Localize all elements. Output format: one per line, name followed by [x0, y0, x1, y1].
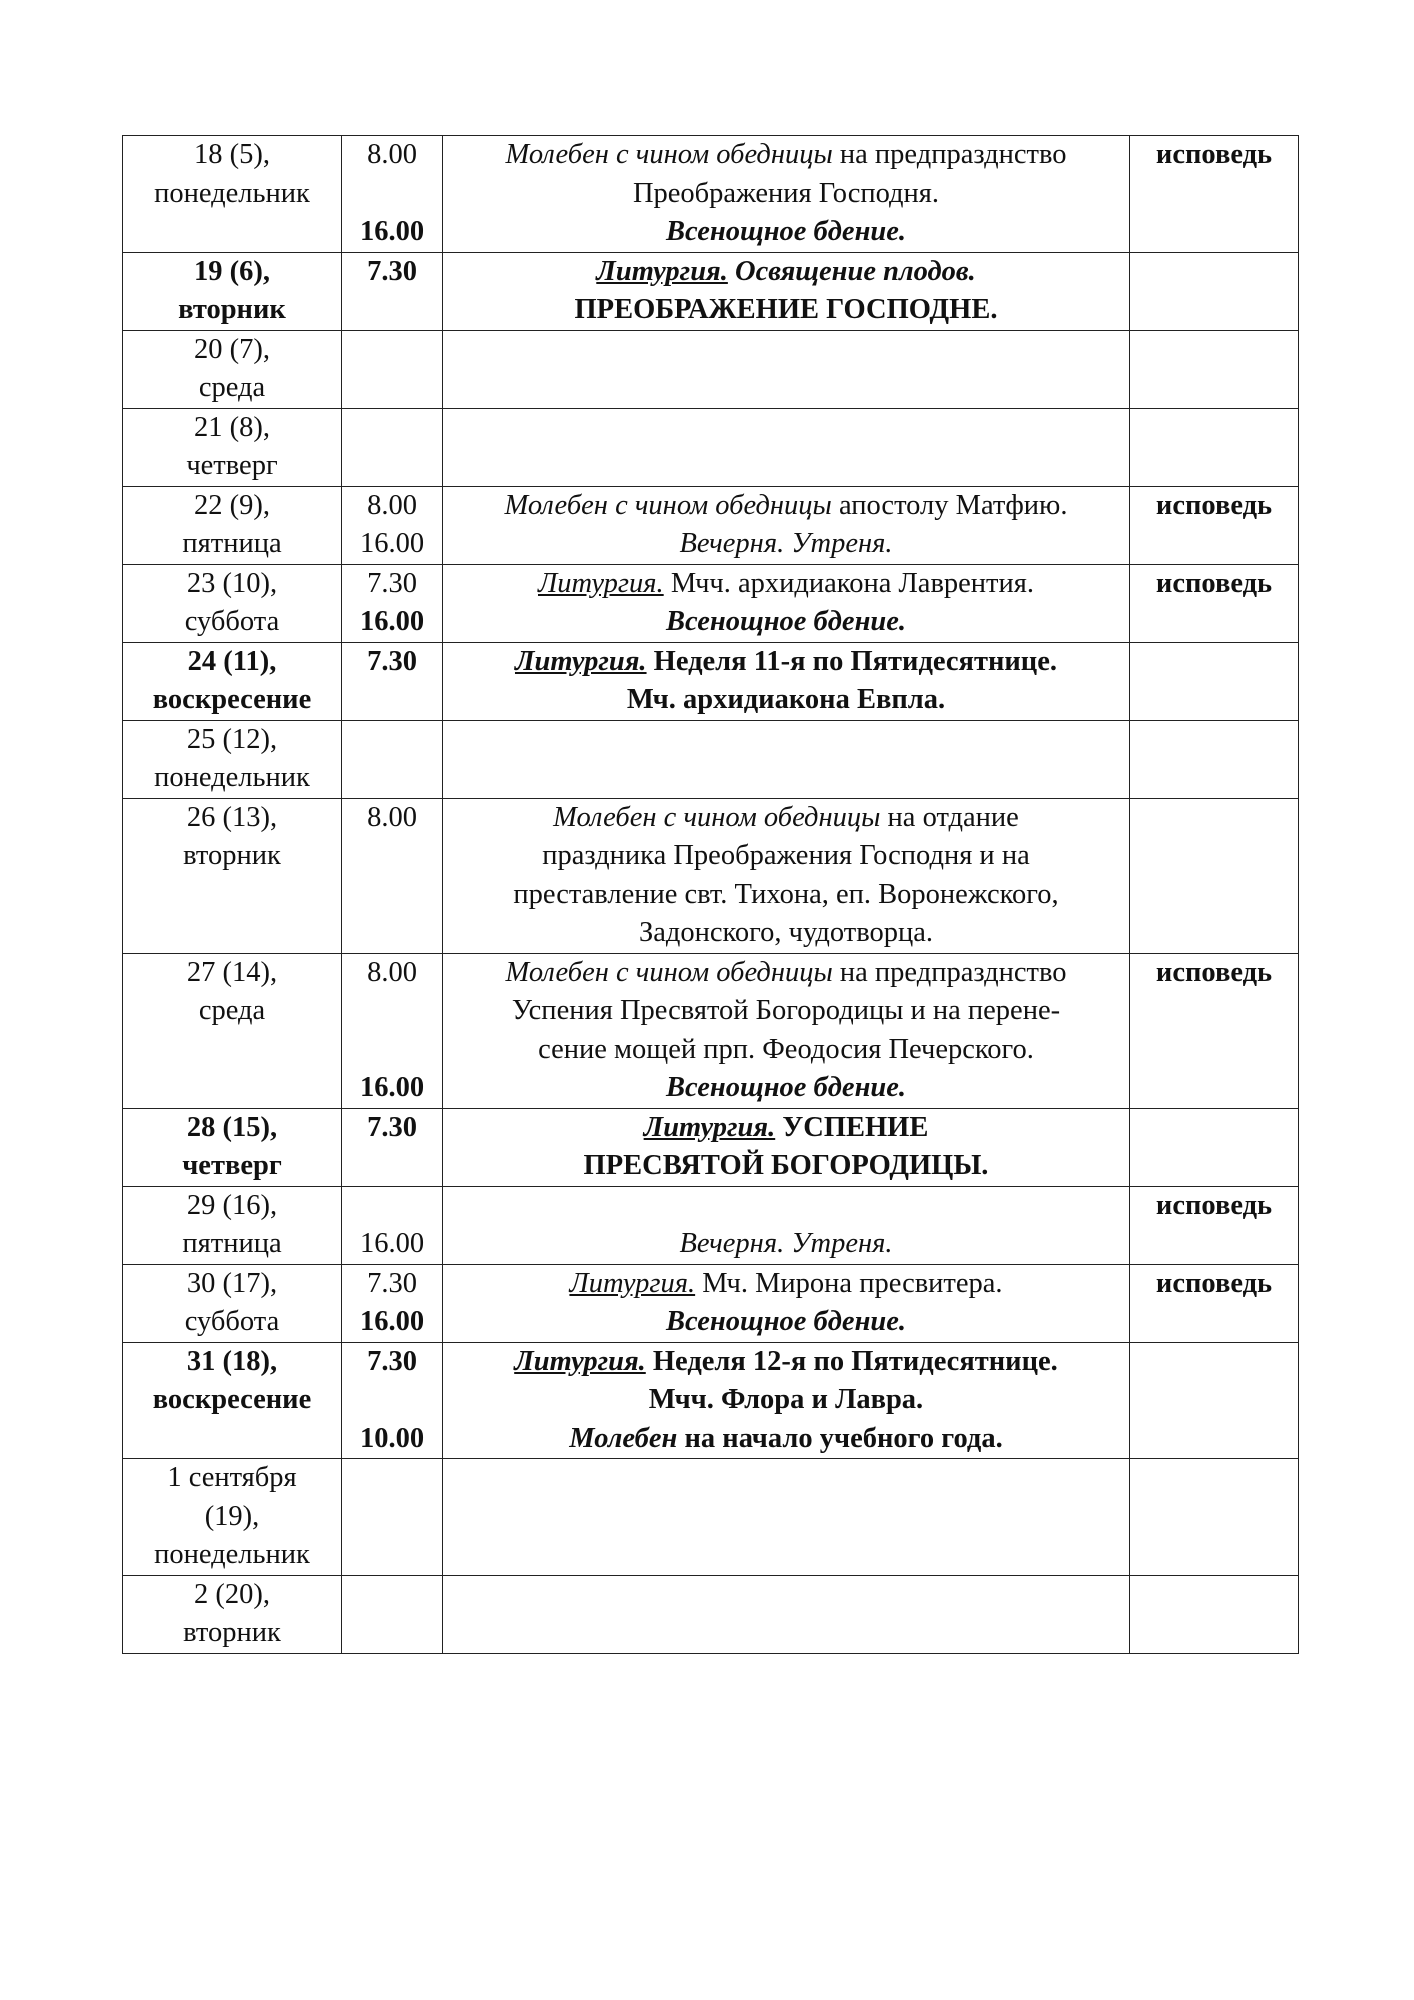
service-text: Неделя 12-я по Пятидесятнице.: [645, 1345, 1058, 1377]
service-text: ПРЕОБРАЖЕНИЕ ГОСПОДНЕ.: [574, 294, 998, 325]
day-date: 19 (6),: [194, 255, 270, 287]
service-text: Всенощное бдение.: [665, 1306, 907, 1337]
service-line: [449, 681, 1123, 720]
day-date: 26 (13),: [186, 801, 278, 833]
service-cell: [443, 136, 1130, 253]
service-time: 8.00: [367, 956, 417, 988]
service-line: [449, 954, 1123, 993]
service-cell: [443, 252, 1130, 330]
service-text: сение мощей прп. Феодосия Печерского.: [538, 1033, 1034, 1065]
service-line: [449, 525, 1123, 564]
confession-cell: [1130, 798, 1299, 953]
confession-cell: [1130, 564, 1299, 642]
day-cell: [123, 1342, 342, 1459]
service-time: 10.00: [359, 1422, 425, 1454]
service-text: апостолу Матфию.: [831, 489, 1068, 521]
time-cell: [342, 1342, 443, 1459]
day-cell: [123, 486, 342, 564]
service-text: Молебен с чином обедницы: [504, 489, 832, 521]
day-weekday: вторник: [183, 840, 281, 871]
service-text: преставление свт. Тихона, еп. Воронежского,: [513, 878, 1059, 910]
service-line: [449, 291, 1123, 330]
schedule-row: [123, 1264, 1299, 1342]
day-weekday: понедельник: [154, 177, 310, 209]
service-cell: [443, 408, 1130, 486]
service-time: 7.30: [367, 645, 417, 677]
schedule-row: [123, 1186, 1299, 1264]
service-text: Мч. Мирона пресвитера.: [695, 1267, 1003, 1299]
service-text: ПРЕСВЯТОЙ БОГОРОДИЦЫ.: [583, 1150, 989, 1181]
service-time: 16.00: [359, 1306, 425, 1337]
time-cell: [342, 953, 443, 1108]
time-cell: [342, 330, 443, 408]
service-line: [449, 1225, 1123, 1264]
time-cell: [342, 1459, 443, 1576]
confession-cell: [1130, 1108, 1299, 1186]
day-date: 31 (18),: [186, 1345, 278, 1377]
confession-cell: [1130, 136, 1299, 253]
confession-label: исповедь: [1155, 956, 1273, 988]
day-weekday: пятница: [182, 1228, 282, 1259]
service-text: Вечерня. Утреня.: [679, 528, 893, 559]
day-date: 22 (9),: [194, 489, 270, 521]
service-text: Литургия.: [569, 1267, 696, 1299]
service-time: 16.00: [359, 528, 425, 559]
day-date: 24 (11),: [187, 645, 277, 677]
time-cell: [342, 1264, 443, 1342]
day-weekday: четверг: [186, 450, 278, 481]
day-cell: [123, 1264, 342, 1342]
day-cell: [123, 564, 342, 642]
day-weekday: воскресение: [152, 1384, 312, 1415]
confession-cell: [1130, 1575, 1299, 1653]
service-text: Всенощное бдение.: [665, 1072, 907, 1103]
service-text: Успения Пресвятой Богородицы и на перене-: [511, 995, 1061, 1026]
day-weekday: понедельник: [154, 1539, 310, 1570]
schedule-row: [123, 486, 1299, 564]
day-cell: [123, 798, 342, 953]
time-cell: [342, 408, 443, 486]
day-cell: [123, 1459, 342, 1576]
service-time: 7.30: [367, 1345, 417, 1377]
service-line: [449, 487, 1123, 526]
service-text: на отдание: [880, 801, 1019, 833]
confession-cell: [1130, 720, 1299, 798]
day-weekday: пятница: [182, 528, 282, 559]
service-line: [449, 565, 1123, 604]
service-time: 7.30: [367, 1111, 417, 1143]
time-cell: [342, 720, 443, 798]
service-line: [449, 175, 1123, 214]
time-cell: [342, 798, 443, 953]
schedule-row: [123, 642, 1299, 720]
service-cell: [443, 953, 1130, 1108]
schedule-row: [123, 330, 1299, 408]
day-weekday: среда: [198, 372, 266, 403]
schedule-row: [123, 564, 1299, 642]
day-date: 30 (17),: [186, 1267, 278, 1299]
service-text: Задонского, чудотворца.: [638, 917, 934, 948]
confession-label: исповедь: [1155, 567, 1273, 599]
day-date: 23 (10),: [186, 567, 278, 599]
time-cell: [342, 136, 443, 253]
service-text: Литургия.: [643, 1111, 776, 1143]
service-line: [449, 1187, 1123, 1226]
confession-cell: [1130, 252, 1299, 330]
service-cell: [443, 564, 1130, 642]
service-line: [449, 1069, 1123, 1108]
service-text: Мч. архидиакона Евпла.: [626, 684, 946, 715]
service-text: Литургия.: [514, 1345, 646, 1377]
service-time: 8.00: [367, 489, 417, 521]
day-date: 25 (12),: [186, 723, 278, 755]
service-time: [348, 175, 436, 214]
service-line: [449, 837, 1123, 876]
confession-label: исповедь: [1155, 1267, 1273, 1299]
schedule-row: [123, 1342, 1299, 1459]
service-cell: [443, 486, 1130, 564]
service-text: Молебен с чином обедницы: [505, 956, 833, 988]
day-date: 2 (20),: [194, 1578, 270, 1610]
time-cell: [342, 252, 443, 330]
service-text: Молебен: [569, 1422, 678, 1454]
service-line: [449, 1303, 1123, 1342]
service-text: Освящение плодов.: [727, 255, 976, 287]
service-cell: [443, 1575, 1130, 1653]
service-line: [449, 992, 1123, 1031]
confession-label: исповедь: [1155, 489, 1273, 521]
confession-cell: [1130, 1186, 1299, 1264]
service-cell: [443, 798, 1130, 953]
service-cell: [443, 720, 1130, 798]
service-text: Неделя 11-я по Пятидесятнице.: [646, 645, 1057, 677]
service-text: Молебен с чином обедницы: [505, 139, 833, 170]
service-line: [449, 799, 1123, 838]
service-cell: [443, 1264, 1130, 1342]
day-weekday: среда: [198, 995, 266, 1026]
service-text: на предпразднство: [832, 956, 1067, 988]
day-weekday: воскресение: [152, 684, 312, 715]
service-text: Мчч. архидиакона Лаврентия.: [663, 567, 1034, 599]
confession-cell: [1130, 642, 1299, 720]
time-cell: [342, 642, 443, 720]
schedule-row: [123, 252, 1299, 330]
service-line: [449, 253, 1123, 292]
confession-label: исповедь: [1155, 139, 1273, 170]
service-text: Всенощное бдение.: [665, 216, 907, 247]
day-weekday: вторник: [183, 1617, 281, 1648]
day-cell: [123, 1186, 342, 1264]
confession-cell: [1130, 953, 1299, 1108]
service-text: на начало учебного года.: [677, 1422, 1003, 1454]
schedule-row: [123, 1108, 1299, 1186]
day-cell: [123, 136, 342, 253]
service-text: Вечерня. Утреня.: [679, 1228, 893, 1259]
service-cell: [443, 1108, 1130, 1186]
day-cell: [123, 953, 342, 1108]
schedule-row: [123, 953, 1299, 1108]
service-text: на предпразднство: [832, 139, 1067, 170]
service-text: УСПЕНИЕ: [775, 1111, 929, 1143]
service-text: Всенощное бдение.: [665, 606, 907, 637]
service-line: [449, 914, 1123, 953]
day-weekday: суббота: [184, 606, 280, 637]
confession-cell: [1130, 408, 1299, 486]
service-line: [449, 1031, 1123, 1070]
day-weekday: четверг: [182, 1150, 282, 1181]
schedule-row: [123, 798, 1299, 953]
day-cell: [123, 1108, 342, 1186]
service-line: [449, 213, 1123, 252]
day-date: 28 (15),: [186, 1111, 278, 1143]
service-cell: [443, 330, 1130, 408]
service-text: Преображения Господня.: [632, 177, 940, 209]
service-line: [449, 1343, 1123, 1382]
schedule-row: [123, 408, 1299, 486]
time-cell: [342, 1108, 443, 1186]
service-text: Литургия.: [514, 645, 647, 677]
day-weekday: вторник: [178, 294, 286, 325]
service-time: 16.00: [359, 1228, 425, 1259]
service-time: 7.30: [367, 1267, 417, 1299]
service-line: [449, 1147, 1123, 1186]
service-text: Молебен с чином обедницы: [553, 801, 881, 833]
service-time: [348, 1187, 436, 1226]
service-time: 8.00: [367, 139, 417, 170]
service-time: [348, 1031, 436, 1070]
time-cell: [342, 564, 443, 642]
day-weekday: суббота: [184, 1306, 280, 1337]
day-cell: [123, 720, 342, 798]
service-text: Литургия.: [596, 255, 728, 287]
service-text: Мчч. Флора и Лавра.: [648, 1384, 924, 1415]
day-cell: [123, 1575, 342, 1653]
confession-cell: [1130, 1342, 1299, 1459]
service-line: [449, 643, 1123, 682]
schedule-row: [123, 136, 1299, 253]
schedule-row: [123, 720, 1299, 798]
confession-cell: [1130, 486, 1299, 564]
day-cell: [123, 330, 342, 408]
service-text: Литургия.: [537, 567, 664, 599]
day-date: 20 (7),: [194, 333, 270, 365]
service-time: 7.30: [367, 567, 417, 599]
time-cell: [342, 486, 443, 564]
service-time: [348, 992, 436, 1031]
day-weekday: (19),: [204, 1500, 260, 1532]
service-line: [449, 1420, 1123, 1459]
service-time: [348, 1381, 436, 1420]
service-line: [449, 1381, 1123, 1420]
service-cell: [443, 642, 1130, 720]
service-time: 7.30: [367, 255, 417, 287]
confession-cell: [1130, 1459, 1299, 1576]
time-cell: [342, 1575, 443, 1653]
confession-label: исповедь: [1155, 1189, 1273, 1221]
day-date: 27 (14),: [186, 956, 278, 988]
day-date: 29 (16),: [186, 1189, 278, 1221]
day-cell: [123, 642, 342, 720]
service-text: праздника Преображения Господня и на: [542, 840, 1030, 871]
day-cell: [123, 252, 342, 330]
service-time: 16.00: [359, 1072, 425, 1103]
service-line: [449, 876, 1123, 915]
day-weekday: понедельник: [154, 762, 310, 793]
schedule-body: [123, 136, 1299, 1654]
day-date: 21 (8),: [194, 411, 270, 443]
service-time: 8.00: [367, 801, 417, 833]
confession-cell: [1130, 1264, 1299, 1342]
day-cell: [123, 408, 342, 486]
confession-cell: [1130, 330, 1299, 408]
service-cell: [443, 1459, 1130, 1576]
service-cell: [443, 1342, 1130, 1459]
service-line: [449, 603, 1123, 642]
schedule-table: [122, 135, 1299, 1654]
day-date: 18 (5),: [194, 139, 270, 170]
day-date: 1 сентября: [167, 1462, 297, 1493]
service-time: 16.00: [359, 216, 425, 247]
schedule-row: [123, 1459, 1299, 1576]
time-cell: [342, 1186, 443, 1264]
service-line: [449, 1109, 1123, 1148]
service-line: [449, 136, 1123, 175]
service-line: [449, 1265, 1123, 1304]
service-time: 16.00: [359, 606, 425, 637]
service-cell: [443, 1186, 1130, 1264]
schedule-row: [123, 1575, 1299, 1653]
